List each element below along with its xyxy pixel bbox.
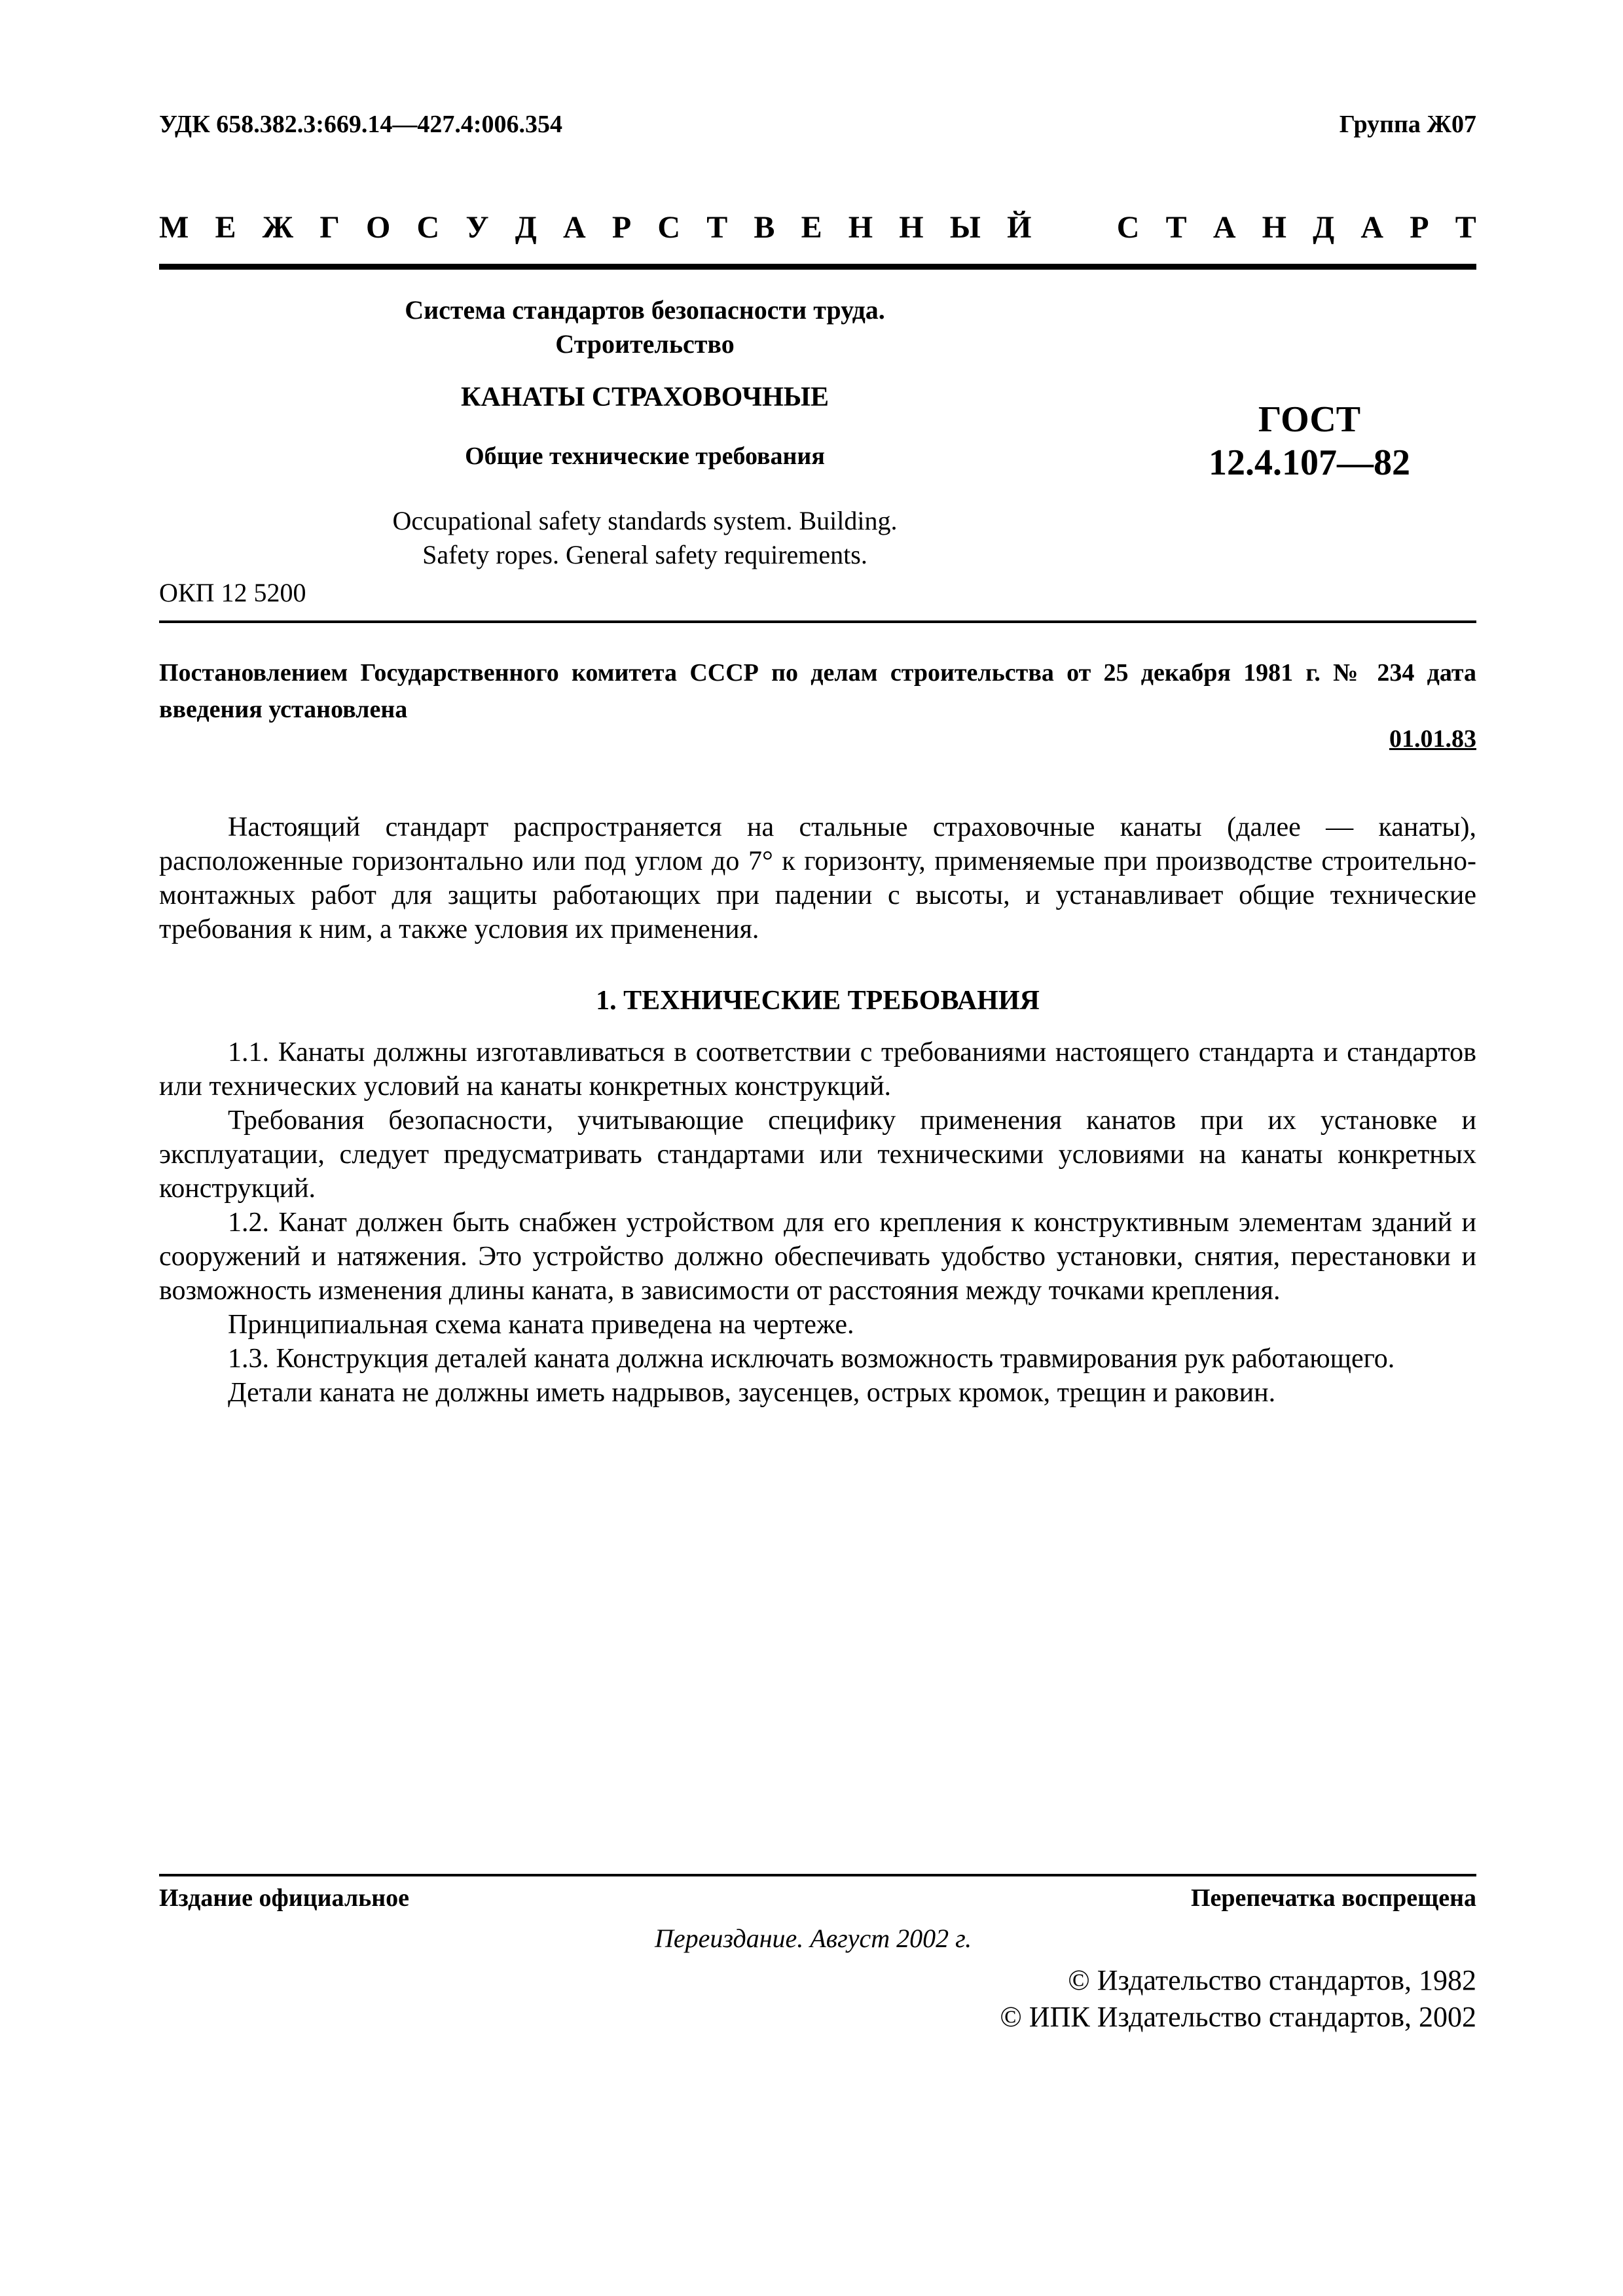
heading-letter: Д [515,210,537,245]
top-thick-rule [159,264,1476,270]
heading-letter: О [366,210,391,245]
group-code: Группа Ж07 [1339,111,1476,138]
paragraph: 1.2. Канат должен быть снабжен устройством для его крепления к конструктивным элементам зданий и сооружений и натяжения. Это устройство должно обеспечивать удобство установки, снятия, перестановки и возможность изменения длины каната, в зависимости от расстояния между точками крепления. [159,1208,1476,1306]
introduction-date: 01.01.83 [1389,725,1476,753]
reissue-note: Переиздание. Август 2002 г. [655,1924,972,1953]
copyright-1982: © Издательство стандартов, 1982 [1068,1964,1476,1996]
english-title-line: Occupational safety standards system. Building. [392,506,898,535]
heading-letter: У [465,210,489,245]
paragraph: Требования безопасности, учитывающие специфику применения канатов при их установке и эксплуатации, следует предусматривать стандартами или техническими условиями на канаты конкретных конструкций. [159,1105,1476,1204]
heading-letter: Е [215,210,236,245]
heading-letter: Е [801,210,822,245]
system-title-line: Система стандартов безопасности труда. [405,295,885,325]
udk-code: УДК 658.382.3:669.14—427.4:006.354 [159,111,563,138]
decree-text: Постановлением Государственного комитета СССР по делам строительства от 25 декабря 1981 г. № 234 дата введения установлена [159,659,1476,723]
heading-letter: С [1116,210,1140,245]
paragraph: Детали каната не должны иметь надрывов, заусенцев, острых кромок, трещин и раковин. [228,1378,1276,1408]
interstate-standard-heading [159,209,1476,245]
section-heading: 1. ТЕХНИЧЕСКИЕ ТРЕБОВАНИЯ [596,986,1040,1016]
system-title-line: Строительство [555,329,735,359]
english-title [340,504,949,572]
heading-letter: В [754,210,775,245]
heading-letter: Ж [262,210,294,245]
heading-letter: Т [706,210,728,245]
heading-letter: Н [848,210,873,245]
gost-number: 12.4.107—82 [1209,442,1410,483]
heading-letter: М [159,210,189,245]
system-title [340,293,949,361]
header-bottom-rule [159,620,1476,623]
footer-rule [159,1874,1476,1876]
heading-letter: Н [899,210,924,245]
gost-label: ГОСТ [1258,399,1361,440]
heading-letter: Т [1455,210,1476,245]
paragraph: Принципиальная схема каната приведена на чертеже. [228,1310,854,1340]
reprint-prohibited-label: Перепечатка воспрещена [1190,1884,1476,1912]
intro-paragraph [159,810,1476,946]
heading-letter: Р [1410,210,1429,245]
paragraph: Настоящий стандарт распространяется на стальные страховочные канаты (далее — канаты), расположенные горизонтально или под углом до 7° к горизонту, применяемые при производстве строительно-монтажных работ для защиты работающих при падении с высоты, и устанавливает общие технические требования к ним, а также условия их применения. [159,812,1476,944]
heading-letter: А [1213,210,1236,245]
okp-code: ОКП 12 5200 [159,578,306,607]
gost-designation [1172,398,1447,484]
heading-letter: Н [1262,210,1286,245]
heading-letter: Д [1313,210,1335,245]
heading-letter: С [657,210,681,245]
heading-letter: Й [1007,210,1032,245]
english-title-line: Safety ropes. General safety requirements. [422,540,867,569]
copyright-2002: © ИПК Издательство стандартов, 2002 [1000,2001,1476,2033]
section-body [159,1035,1476,1410]
heading-letter: Т [1165,210,1187,245]
paragraph: 1.3. Конструкция деталей каната должна исключать возможность травмирования рук работающего. [228,1344,1395,1374]
heading-letter: С [416,210,440,245]
paragraph: 1.1. Канаты должны изготавливаться в соответствии с требованиями настоящего стандарта и стандартов или технических условий на канаты конкретных конструкций. [159,1037,1476,1102]
heading-letter: А [1360,210,1384,245]
heading-letter: Ы [949,210,981,245]
heading-letter: Г [319,210,340,245]
heading-letter: Р [611,210,632,245]
document-subtitle: Общие технические требования [465,442,825,470]
document-title: КАНАТЫ СТРАХОВОЧНЫЕ [460,382,830,412]
heading-letter: А [563,210,586,245]
official-edition-label: Издание официальное [159,1884,410,1912]
